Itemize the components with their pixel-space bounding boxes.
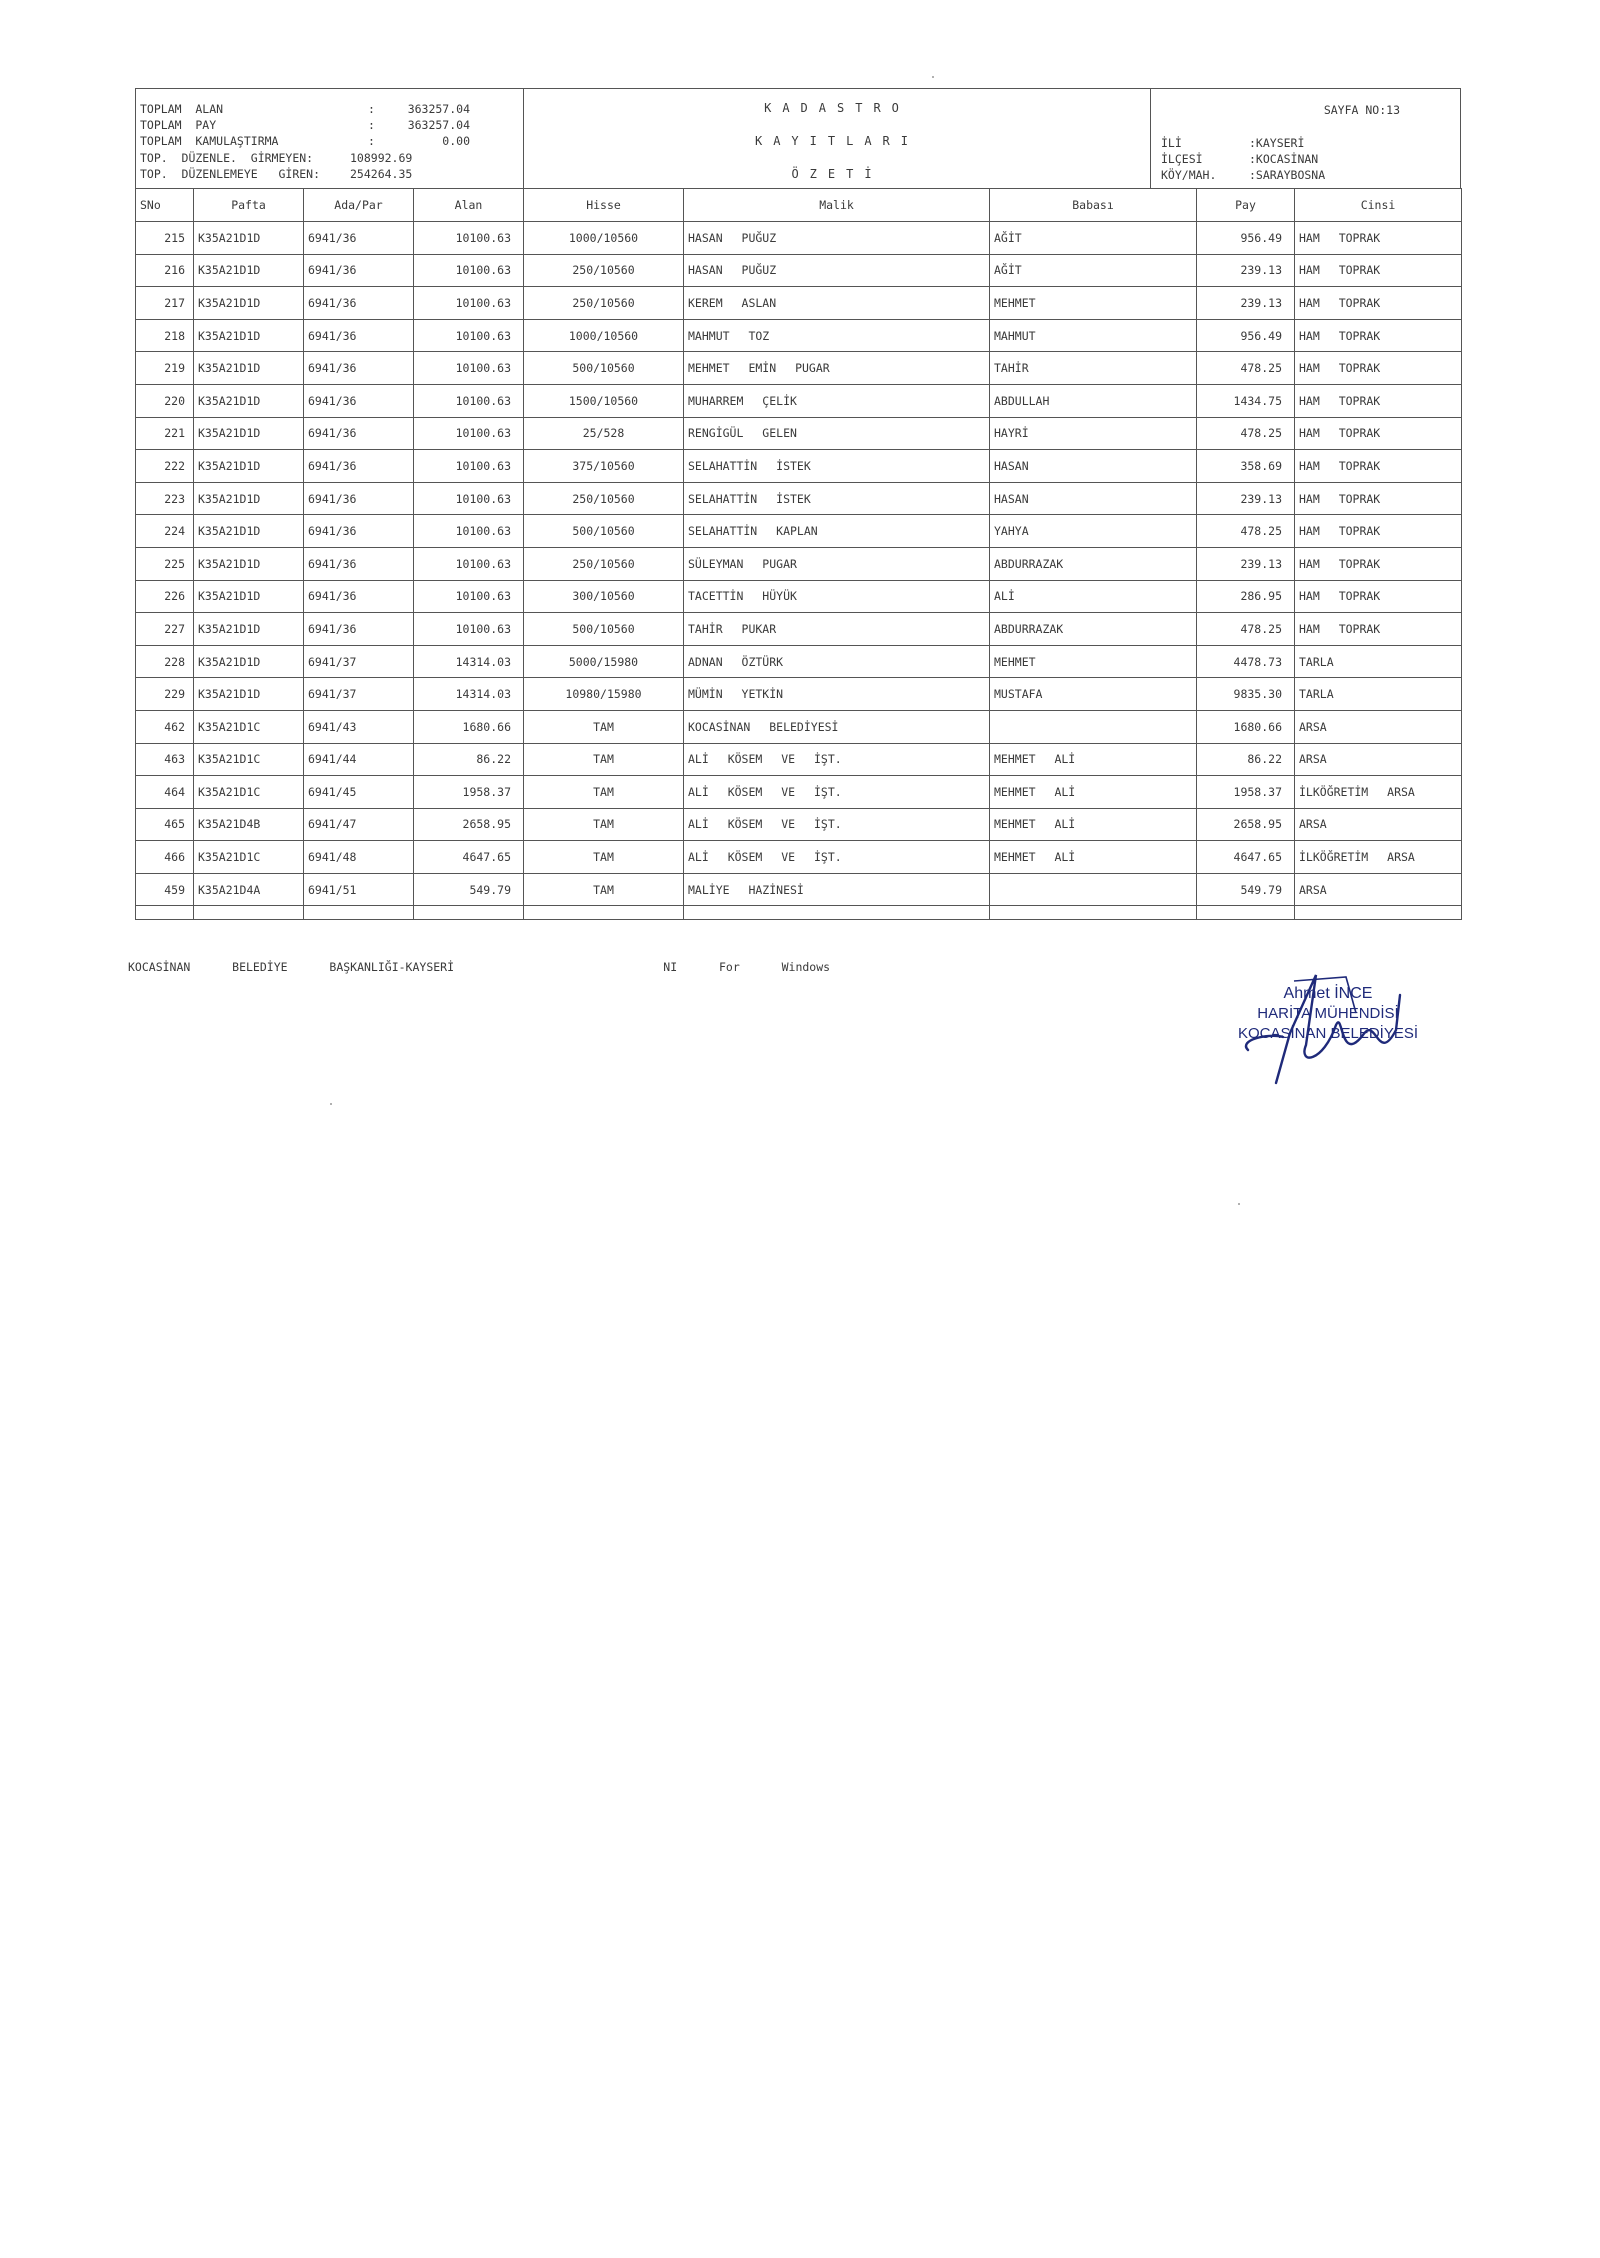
empty-cell xyxy=(414,906,524,920)
cell-hisse: 1500/10560 xyxy=(524,384,684,417)
cell-sno: 223 xyxy=(136,482,194,515)
cell-alan: 1680.66 xyxy=(414,710,524,743)
cell-pay: 956.49 xyxy=(1197,222,1295,255)
title-line: KAYITLARI xyxy=(754,134,920,148)
col-header: Hisse xyxy=(524,189,684,222)
cell-pay: 2658.95 xyxy=(1197,808,1295,841)
cell-malik: MÜMİN YETKİN xyxy=(684,678,990,711)
total-line xyxy=(140,117,523,133)
cell-ada-par: 6941/36 xyxy=(304,482,414,515)
table-row xyxy=(136,808,1462,841)
cell-alan: 549.79 xyxy=(414,873,524,906)
cell-cinsi: HAM TOPRAK xyxy=(1295,384,1462,417)
cell-pafta: K35A21D1D xyxy=(194,613,304,646)
cell-ada-par: 6941/36 xyxy=(304,222,414,255)
cell-babasi: MEHMET ALİ xyxy=(990,776,1197,809)
col-header: Pay xyxy=(1197,189,1295,222)
col-header: Pafta xyxy=(194,189,304,222)
table-row xyxy=(136,384,1462,417)
cell-malik: ALİ KÖSEM VE İŞT. xyxy=(684,743,990,776)
cell-pay: 478.25 xyxy=(1197,417,1295,450)
cell-pay: 1958.37 xyxy=(1197,776,1295,809)
cell-alan: 10100.63 xyxy=(414,352,524,385)
cell-hisse: TAM xyxy=(524,841,684,874)
cell-malik: HASAN PUĞUZ xyxy=(684,254,990,287)
cell-pay: 9835.30 xyxy=(1197,678,1295,711)
cell-pay: 4647.65 xyxy=(1197,841,1295,874)
cell-pay: 1680.66 xyxy=(1197,710,1295,743)
table-row xyxy=(136,254,1462,287)
table-row xyxy=(136,417,1462,450)
cell-ada-par: 6941/44 xyxy=(304,743,414,776)
cell-ada-par: 6941/36 xyxy=(304,547,414,580)
total-value: 0.00 xyxy=(442,134,470,149)
cell-sno: 465 xyxy=(136,808,194,841)
cell-pafta: K35A21D1D xyxy=(194,384,304,417)
cell-hisse: 1000/10560 xyxy=(524,319,684,352)
cell-malik: MUHARREM ÇELİK xyxy=(684,384,990,417)
total-label: TOPLAM PAY xyxy=(140,118,217,133)
cell-malik: ALİ KÖSEM VE İŞT. xyxy=(684,808,990,841)
cell-hisse: TAM xyxy=(524,776,684,809)
col-header: Cinsi xyxy=(1295,189,1462,222)
location-block xyxy=(1151,89,1460,188)
total-line xyxy=(140,166,523,182)
location-key: İLÇESİ xyxy=(1161,152,1203,166)
col-header: Alan xyxy=(414,189,524,222)
cell-sno: 224 xyxy=(136,515,194,548)
cell-cinsi: HAM TOPRAK xyxy=(1295,450,1462,483)
cell-ada-par: 6941/36 xyxy=(304,319,414,352)
cell-babasi: HASAN xyxy=(990,450,1197,483)
total-separator: : xyxy=(368,134,375,149)
empty-cell xyxy=(1197,906,1295,920)
cell-alan: 10100.63 xyxy=(414,613,524,646)
cell-babasi: AĞİT xyxy=(990,254,1197,287)
cell-sno: 222 xyxy=(136,450,194,483)
cell-hisse: 375/10560 xyxy=(524,450,684,483)
cell-pay: 286.95 xyxy=(1197,580,1295,613)
cell-cinsi: ARSA xyxy=(1295,743,1462,776)
cell-cinsi: ARSA xyxy=(1295,710,1462,743)
location-row xyxy=(1161,151,1325,167)
cell-alan: 10100.63 xyxy=(414,515,524,548)
cell-hisse: 5000/15980 xyxy=(524,645,684,678)
cell-ada-par: 6941/36 xyxy=(304,384,414,417)
col-header: Babası xyxy=(990,189,1197,222)
cell-babasi xyxy=(990,873,1197,906)
cell-alan: 10100.63 xyxy=(414,254,524,287)
cell-pafta: K35A21D1C xyxy=(194,710,304,743)
cadastre-summary-sheet xyxy=(135,88,1461,920)
cell-babasi: MEHMET ALİ xyxy=(990,743,1197,776)
total-label: TOPLAM KAMULAŞTIRMA xyxy=(140,134,279,149)
cell-pay: 239.13 xyxy=(1197,482,1295,515)
cell-sno: 229 xyxy=(136,678,194,711)
cell-pafta: K35A21D1D xyxy=(194,482,304,515)
cell-babasi: MEHMET xyxy=(990,287,1197,320)
footer-institution: KOCASİNAN BELEDİYE BAŞKANLIĞI-KAYSERİ xyxy=(128,960,455,974)
total-value: 363257.04 xyxy=(407,102,470,116)
cell-pafta: K35A21D1D xyxy=(194,254,304,287)
cell-babasi: HAYRİ xyxy=(990,417,1197,450)
cell-ada-par: 6941/36 xyxy=(304,580,414,613)
cell-babasi: AĞİT xyxy=(990,222,1197,255)
cell-malik: SELAHATTİN İSTEK xyxy=(684,450,990,483)
cell-sno: 463 xyxy=(136,743,194,776)
cell-sno: 219 xyxy=(136,352,194,385)
empty-cell xyxy=(684,906,990,920)
cell-hisse: TAM xyxy=(524,710,684,743)
cell-alan: 1958.37 xyxy=(414,776,524,809)
cell-pafta: K35A21D1D xyxy=(194,547,304,580)
table-row xyxy=(136,222,1462,255)
cell-sno: 221 xyxy=(136,417,194,450)
cell-cinsi: TARLA xyxy=(1295,645,1462,678)
table-row xyxy=(136,776,1462,809)
cell-alan: 86.22 xyxy=(414,743,524,776)
cell-cinsi: HAM TOPRAK xyxy=(1295,287,1462,320)
cell-pafta: K35A21D4A xyxy=(194,873,304,906)
cell-pay: 549.79 xyxy=(1197,873,1295,906)
cell-sno: 226 xyxy=(136,580,194,613)
cell-alan: 14314.03 xyxy=(414,645,524,678)
cell-hisse: 1000/10560 xyxy=(524,222,684,255)
cell-pafta: K35A21D1D xyxy=(194,450,304,483)
cell-malik: MALİYE HAZİNESİ xyxy=(684,873,990,906)
table-row xyxy=(136,450,1462,483)
report-footer xyxy=(128,960,830,974)
total-label: TOP. DÜZENLEMEYE GİREN: xyxy=(140,166,321,181)
cell-ada-par: 6941/36 xyxy=(304,287,414,320)
cell-malik: KOCASİNAN BELEDİYESİ xyxy=(684,710,990,743)
speck xyxy=(932,76,934,78)
cell-alan: 2658.95 xyxy=(414,808,524,841)
cell-babasi xyxy=(990,710,1197,743)
stamp-name: Ahmet İNCE xyxy=(1283,985,1373,1002)
location-key: İLİ xyxy=(1161,136,1182,150)
cell-cinsi: HAM TOPRAK xyxy=(1295,254,1462,287)
cell-hisse: 250/10560 xyxy=(524,482,684,515)
cell-alan: 10100.63 xyxy=(414,287,524,320)
cell-sno: 225 xyxy=(136,547,194,580)
table-header-row xyxy=(136,189,1462,222)
cell-sno: 459 xyxy=(136,873,194,906)
cell-babasi: YAHYA xyxy=(990,515,1197,548)
total-label: TOPLAM ALAN xyxy=(140,102,224,116)
empty-cell xyxy=(990,906,1197,920)
cell-malik: ALİ KÖSEM VE İŞT. xyxy=(684,776,990,809)
signature-stamp xyxy=(1228,955,1428,1095)
cell-alan: 10100.63 xyxy=(414,417,524,450)
location-value: :KAYSERİ xyxy=(1249,136,1305,150)
cell-cinsi: HAM TOPRAK xyxy=(1295,417,1462,450)
cell-malik: ALİ KÖSEM VE İŞT. xyxy=(684,841,990,874)
cell-pay: 239.13 xyxy=(1197,547,1295,580)
empty-cell xyxy=(136,906,194,920)
cell-pafta: K35A21D1C xyxy=(194,841,304,874)
cell-malik: KEREM ASLAN xyxy=(684,287,990,320)
total-separator: : xyxy=(368,118,375,133)
cell-babasi: MUSTAFA xyxy=(990,678,1197,711)
table-row xyxy=(136,645,1462,678)
location-row xyxy=(1161,135,1325,151)
cell-pay: 358.69 xyxy=(1197,450,1295,483)
table-row xyxy=(136,580,1462,613)
cell-malik: TAHİR PUKAR xyxy=(684,613,990,646)
cell-malik: RENGİGÜL GELEN xyxy=(684,417,990,450)
cell-babasi: MEHMET xyxy=(990,645,1197,678)
cell-pay: 239.13 xyxy=(1197,287,1295,320)
table-trailing-row xyxy=(136,906,1462,920)
handwritten-signature xyxy=(1228,955,1428,1095)
table-row xyxy=(136,678,1462,711)
cell-alan: 10100.63 xyxy=(414,547,524,580)
cell-hisse: TAM xyxy=(524,743,684,776)
cell-pay: 4478.73 xyxy=(1197,645,1295,678)
cell-pafta: K35A21D1D xyxy=(194,678,304,711)
table-row xyxy=(136,613,1462,646)
cell-cinsi: HAM TOPRAK xyxy=(1295,547,1462,580)
cell-pafta: K35A21D1D xyxy=(194,352,304,385)
cell-pay: 478.25 xyxy=(1197,352,1295,385)
cell-alan: 10100.63 xyxy=(414,450,524,483)
cell-cinsi: TARLA xyxy=(1295,678,1462,711)
cell-pafta: K35A21D1C xyxy=(194,776,304,809)
cell-babasi: ABDULLAH xyxy=(990,384,1197,417)
cell-ada-par: 6941/43 xyxy=(304,710,414,743)
cell-hisse: 500/10560 xyxy=(524,352,684,385)
cell-malik: SELAHATTİN İSTEK xyxy=(684,482,990,515)
cell-sno: 462 xyxy=(136,710,194,743)
empty-cell xyxy=(194,906,304,920)
cell-ada-par: 6941/51 xyxy=(304,873,414,906)
cell-alan: 10100.63 xyxy=(414,384,524,417)
cell-alan: 10100.63 xyxy=(414,319,524,352)
cell-hisse: 250/10560 xyxy=(524,547,684,580)
table-row xyxy=(136,287,1462,320)
cell-ada-par: 6941/36 xyxy=(304,613,414,646)
cell-cinsi: HAM TOPRAK xyxy=(1295,515,1462,548)
total-line xyxy=(140,150,523,166)
cell-pafta: K35A21D1D xyxy=(194,417,304,450)
cell-cinsi: HAM TOPRAK xyxy=(1295,352,1462,385)
cell-sno: 217 xyxy=(136,287,194,320)
cell-babasi: HASAN xyxy=(990,482,1197,515)
location-value: :KOCASİNAN xyxy=(1249,152,1319,166)
total-separator: : xyxy=(368,102,375,116)
cell-ada-par: 6941/37 xyxy=(304,645,414,678)
cell-pafta: K35A21D1D xyxy=(194,580,304,613)
cell-cinsi: ARSA xyxy=(1295,808,1462,841)
footer-software: NI For Windows xyxy=(663,960,831,974)
cell-babasi: ABDURRAZAK xyxy=(990,547,1197,580)
total-line xyxy=(140,101,523,117)
cell-hisse: 300/10560 xyxy=(524,580,684,613)
cell-babasi: MAHMUT xyxy=(990,319,1197,352)
totals-block xyxy=(136,89,524,188)
cell-babasi: TAHİR xyxy=(990,352,1197,385)
cell-sno: 466 xyxy=(136,841,194,874)
table-row xyxy=(136,547,1462,580)
col-header: SNo xyxy=(136,189,194,222)
total-value: 254264.35 xyxy=(350,166,413,181)
cadastre-table xyxy=(135,188,1462,920)
total-label: TOP. DÜZENLE. GİRMEYEN: xyxy=(140,150,314,165)
cell-sno: 220 xyxy=(136,384,194,417)
cell-malik: SÜLEYMAN PUGAR xyxy=(684,547,990,580)
cell-pafta: K35A21D1D xyxy=(194,287,304,320)
cell-sno: 228 xyxy=(136,645,194,678)
cell-cinsi: İLKÖĞRETİM ARSA xyxy=(1295,841,1462,874)
stamp-institution: KOCASİNAN BELEDİYESİ xyxy=(1237,1025,1419,1042)
cell-cinsi: İLKÖĞRETİM ARSA xyxy=(1295,776,1462,809)
cell-ada-par: 6941/36 xyxy=(304,352,414,385)
empty-cell xyxy=(304,906,414,920)
cell-pafta: K35A21D1D xyxy=(194,319,304,352)
cell-hisse: 250/10560 xyxy=(524,287,684,320)
table-row xyxy=(136,352,1462,385)
cell-babasi: ABDURRAZAK xyxy=(990,613,1197,646)
cell-hisse: TAM xyxy=(524,873,684,906)
cell-babasi: MEHMET ALİ xyxy=(990,841,1197,874)
cell-hisse: 500/10560 xyxy=(524,515,684,548)
cell-pay: 956.49 xyxy=(1197,319,1295,352)
cell-hisse: 500/10560 xyxy=(524,613,684,646)
stamp-title: HARİTA MÜHENDİSİ xyxy=(1257,1005,1399,1022)
cell-hisse: 250/10560 xyxy=(524,254,684,287)
location-row xyxy=(1161,167,1325,183)
title-line: KADASTRO xyxy=(764,101,910,115)
cell-pay: 478.25 xyxy=(1197,613,1295,646)
page-number: SAYFA NO:13 xyxy=(1323,103,1400,117)
title-line: ÖZETİ xyxy=(791,167,883,181)
cell-pafta: K35A21D4B xyxy=(194,808,304,841)
report-title xyxy=(524,89,1151,188)
location-value: :SARAYBOSNA xyxy=(1249,168,1326,182)
cell-hisse: 10980/15980 xyxy=(524,678,684,711)
empty-cell xyxy=(1295,906,1462,920)
cell-ada-par: 6941/48 xyxy=(304,841,414,874)
cell-cinsi: HAM TOPRAK xyxy=(1295,319,1462,352)
table-row xyxy=(136,873,1462,906)
total-line xyxy=(140,133,523,149)
cell-babasi: ALİ xyxy=(990,580,1197,613)
cell-hisse: TAM xyxy=(524,808,684,841)
cell-malik: ADNAN ÖZTÜRK xyxy=(684,645,990,678)
cell-malik: TACETTİN HÜYÜK xyxy=(684,580,990,613)
table-row xyxy=(136,743,1462,776)
cell-pafta: K35A21D1D xyxy=(194,515,304,548)
cell-pafta: K35A21D1D xyxy=(194,222,304,255)
cell-alan: 10100.63 xyxy=(414,580,524,613)
cell-cinsi: HAM TOPRAK xyxy=(1295,482,1462,515)
cell-sno: 218 xyxy=(136,319,194,352)
report-header xyxy=(135,88,1461,188)
cell-hisse: 25/528 xyxy=(524,417,684,450)
col-header: Malik xyxy=(684,189,990,222)
speck xyxy=(330,1103,332,1105)
cell-cinsi: ARSA xyxy=(1295,873,1462,906)
table-row xyxy=(136,482,1462,515)
cell-cinsi: HAM TOPRAK xyxy=(1295,222,1462,255)
cell-sno: 215 xyxy=(136,222,194,255)
cell-ada-par: 6941/36 xyxy=(304,515,414,548)
location-key: KÖY/MAH. xyxy=(1161,168,1217,182)
cell-babasi: MEHMET ALİ xyxy=(990,808,1197,841)
speck xyxy=(1238,1203,1240,1205)
cell-sno: 216 xyxy=(136,254,194,287)
cell-pay: 478.25 xyxy=(1197,515,1295,548)
col-header: Ada/Par xyxy=(304,189,414,222)
total-value: 363257.04 xyxy=(407,118,470,133)
cell-alan: 14314.03 xyxy=(414,678,524,711)
cell-ada-par: 6941/47 xyxy=(304,808,414,841)
cell-pay: 86.22 xyxy=(1197,743,1295,776)
cell-cinsi: HAM TOPRAK xyxy=(1295,580,1462,613)
cell-malik: SELAHATTİN KAPLAN xyxy=(684,515,990,548)
cell-ada-par: 6941/45 xyxy=(304,776,414,809)
cell-alan: 4647.65 xyxy=(414,841,524,874)
cell-pay: 1434.75 xyxy=(1197,384,1295,417)
cell-sno: 227 xyxy=(136,613,194,646)
table-row xyxy=(136,515,1462,548)
cell-ada-par: 6941/36 xyxy=(304,450,414,483)
empty-cell xyxy=(524,906,684,920)
table-row xyxy=(136,841,1462,874)
cell-alan: 10100.63 xyxy=(414,222,524,255)
total-value: 108992.69 xyxy=(350,150,413,165)
cell-ada-par: 6941/36 xyxy=(304,254,414,287)
cell-pafta: K35A21D1C xyxy=(194,743,304,776)
table-row xyxy=(136,710,1462,743)
cell-ada-par: 6941/37 xyxy=(304,678,414,711)
table-row xyxy=(136,319,1462,352)
cell-cinsi: HAM TOPRAK xyxy=(1295,613,1462,646)
cell-ada-par: 6941/36 xyxy=(304,417,414,450)
cell-malik: HASAN PUĞUZ xyxy=(684,222,990,255)
cell-malik: MAHMUT TOZ xyxy=(684,319,990,352)
cell-sno: 464 xyxy=(136,776,194,809)
cell-malik: MEHMET EMİN PUGAR xyxy=(684,352,990,385)
cell-pay: 239.13 xyxy=(1197,254,1295,287)
cell-pafta: K35A21D1D xyxy=(194,645,304,678)
cell-alan: 10100.63 xyxy=(414,482,524,515)
